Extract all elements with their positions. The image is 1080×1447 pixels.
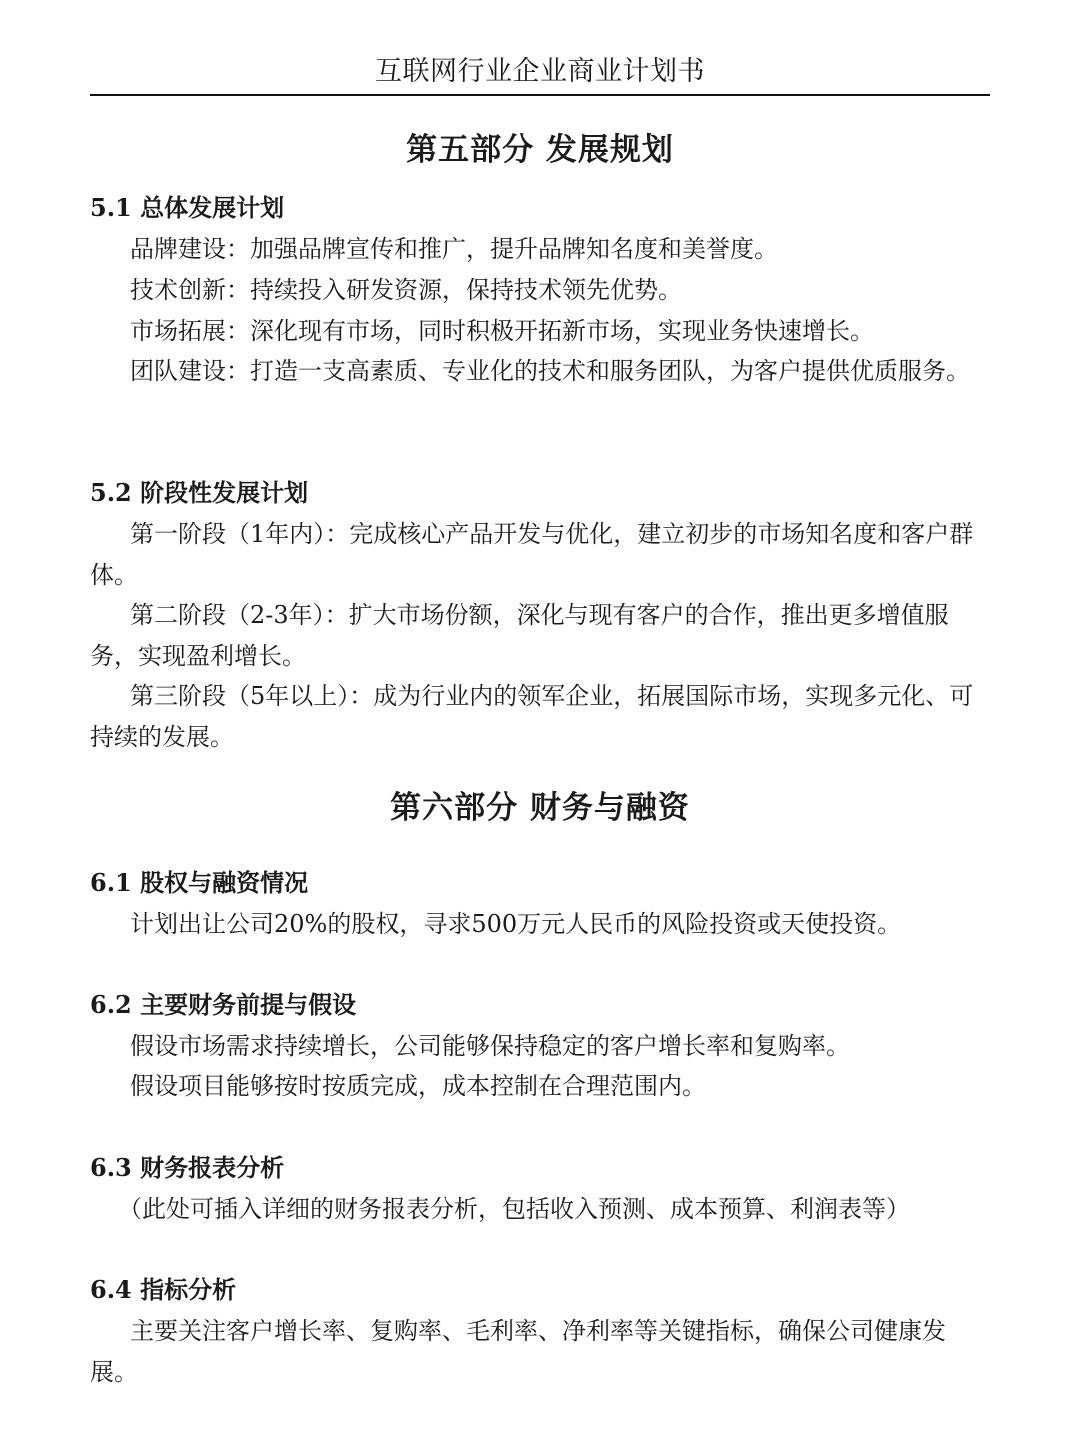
section-6-2-heading: 6.2 主要财务前提与假设: [90, 990, 357, 1019]
part-6-title: 第六部分 财务与融资: [390, 790, 690, 826]
section-5-2-heading: 5.2 阶段性发展计划: [90, 478, 309, 507]
paragraph-6-2-1: 假设市场需求持续增长，公司能够保持稳定的客户增长率和复购率。: [130, 1032, 850, 1060]
paragraph-6-1-1: 计划出让公司20%的股权，寻求500万元人民币的风险投资或天使投资。: [130, 910, 902, 938]
paragraph-5-1-1: 品牌建设：加强品牌宣传和推广，提升品牌知名度和美誉度。: [130, 235, 778, 263]
paragraph-6-3-1: （此处可插入详细的财务报表分析，包括收入预测、成本预算、利润表等）: [118, 1195, 910, 1223]
paragraph-5-2-1: 第一阶段（1年内）：完成核心产品开发与优化，建立初步的市场知名度和客户群体。: [90, 520, 974, 589]
section-6-4-heading: 6.4 指标分析: [90, 1275, 237, 1304]
section-6-1-heading: 6.1 股权与融资情况: [90, 868, 309, 897]
section-6-3-heading: 6.3 财务报表分析: [90, 1153, 285, 1182]
paragraph-5-1-3: 市场拓展：深化现有市场，同时积极开拓新市场，实现业务快速增长。: [130, 317, 874, 345]
paragraph-5-1-4: 团队建设：打造一支高素质、专业化的技术和服务团队，为客户提供优质服务。: [130, 357, 970, 385]
paragraph-5-2-3: 第三阶段（5年以上）：成为行业内的领军企业，拓展国际市场，实现多元化、可持续的发展。: [90, 682, 974, 751]
part-5-title: 第五部分 发展规划: [406, 132, 674, 168]
paragraph-5-1-2: 技术创新：持续投入研发资源，保持技术领先优势。: [130, 276, 682, 304]
header-rule: [90, 94, 990, 96]
paragraph-6-4-1: 主要关注客户增长率、复购率、毛利率、净利率等关键指标，确保公司健康发展。: [90, 1317, 946, 1386]
paragraph-5-2-2: 第二阶段（2-3年）：扩大市场份额，深化与现有客户的合作，推出更多增值服务，实现盈利增长。: [90, 601, 949, 670]
paragraph-6-2-2: 假设项目能够按时按质完成，成本控制在合理范围内。: [130, 1072, 706, 1100]
running-header: 互联网行业企业商业计划书: [375, 56, 705, 87]
section-5-1-heading: 5.1 总体发展计划: [90, 193, 285, 222]
